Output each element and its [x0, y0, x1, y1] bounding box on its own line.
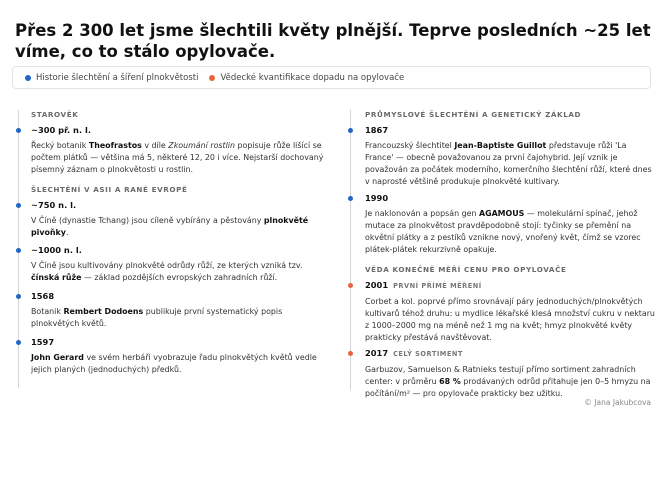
blue-marker-icon [348, 196, 353, 201]
entry-text: Je naklonován a popsán gen AGAMOUS — molekulární spínač, jehož mutace za plnokvětost pravděpodobně stojí: tyčinky se přemění na okvětní plátky a z pestíků vznikne nový, vnořený květ, čímž se vzorec plátek-plátek rekurzivně opakuje. [365, 209, 641, 254]
entry-year: 2001 [365, 280, 389, 290]
entry-year-row [365, 280, 655, 292]
blue-marker-icon [16, 203, 21, 208]
entry-year-row [365, 348, 655, 360]
timeline-entry [31, 245, 326, 284]
right-timeline-line [350, 110, 351, 390]
entry-year: 1990 [365, 193, 389, 203]
orange-dot-icon [209, 75, 215, 81]
entry-text: Garbuzov, Samuelson & Ratnieks testují přímo sortiment zahradních center: v průměru 68 % prodávaných odrůd přitahuje jen 0–5 hmyzu na počítání/m² — pro opylovače prakticky bez užitku. [365, 365, 651, 398]
entry-year: 1597 [31, 337, 55, 347]
entry-text: Francouzský šlechtitel Jean-Baptiste Guillot představuje růži 'La France' — obecně považovanou za první čajohybrid. Její vznik je považován za počátek moderního, komerčního šlechtění růží, které dnes v naprosté většině produkuje plnokvěté kultivary. [365, 141, 652, 186]
blue-marker-icon [16, 248, 21, 253]
blue-marker-icon [16, 340, 21, 345]
orange-marker-icon [348, 351, 353, 356]
entry-year: 2017 [365, 348, 389, 358]
entry-badge: PRVNÍ PŘÍMÉ MĚŘENÍ [393, 282, 482, 290]
entry-text: John Gerard ve svém herbáři vyobrazuje řadu plnokvětých květů vedle jejich planých (jednoduchých) předků. [31, 353, 317, 374]
legend [12, 66, 651, 89]
timeline-entry [365, 193, 655, 256]
entry-text: V Číně jsou kultivovány plnokvěté odrůdy růží, ze kterých vzniká tzv. čínská růže — základ pozdějších evropských zahradních růží. [31, 261, 303, 282]
section-heading-industrial: PRŮMYSLOVÉ ŠLECHTĚNÍ A GENETICKÝ ZÁKLAD [365, 110, 582, 119]
legend-label-science: Vědecké kvantifikace dopadu na opylovače [220, 72, 405, 83]
timeline-entry [31, 337, 326, 376]
entry-year: 1867 [365, 125, 389, 135]
timeline-entry [365, 125, 655, 188]
timeline-entry [31, 125, 326, 176]
entry-text: Botanik Rembert Dodoens publikuje první systematický popis plnokvětých květů. [31, 307, 283, 328]
timeline-entry [365, 348, 655, 400]
blue-dot-icon [25, 75, 31, 81]
entry-text: V Číně (dynastie Tchang) jsou cíleně vybírány a pěstovány plnokvěté pivoňky. [31, 216, 309, 237]
section-heading-antiquity: STAROVĚK [31, 110, 79, 119]
legend-item-science [209, 73, 404, 83]
timeline-entry [31, 200, 326, 239]
entry-year: ~1000 n. l. [31, 245, 82, 255]
entry-badge: CELÝ SORTIMENT [393, 350, 463, 358]
blue-marker-icon [16, 128, 21, 133]
legend-label-history: Historie šlechtění a šíření plnokvětosti [36, 72, 199, 83]
blue-marker-icon [348, 128, 353, 133]
section-heading-asia-europe: ŠLECHTĚNÍ V ASII A RANÉ EVROPĚ [31, 185, 188, 194]
entry-text: Corbet a kol. poprvé přímo srovnávají páry jednoduchých/plnokvětých kultivarů téhož druhu: u mydlice lékařské klesá množství cukru v nektaru z 1000–2000 mg na méně než 1 mg na květ; hmyz plnokvěté květy prakticky přestává navštěvovat. [365, 297, 655, 342]
copyright-credit: © Jana Jakubcova [584, 398, 651, 407]
entry-year: ~750 n. l. [31, 200, 77, 210]
legend-item-history [25, 73, 198, 83]
timeline-entry [365, 280, 655, 344]
page-title: Přes 2 300 let jsme šlechtili květy plnější. Teprve posledních ~25 let víme, co to stálo opylovače. [15, 21, 651, 61]
section-heading-science: VĚDA KONEČNĚ MĚŘÍ CENU PRO OPYLOVAČE [365, 265, 567, 274]
timeline-entry [31, 291, 326, 330]
blue-marker-icon [16, 294, 21, 299]
entry-year: ~300 př. n. l. [31, 125, 91, 135]
entry-year: 1568 [31, 291, 55, 301]
entry-text: Řecký botanik Theofrastos v díle Zkoumání rostlin popisuje růže lišící se počtem plátků — většina má 5, některé 12, 20 i více. Nejstarší dochovaný písemný záznam o plnokvětosti u rostlin. [31, 141, 324, 174]
orange-marker-icon [348, 283, 353, 288]
